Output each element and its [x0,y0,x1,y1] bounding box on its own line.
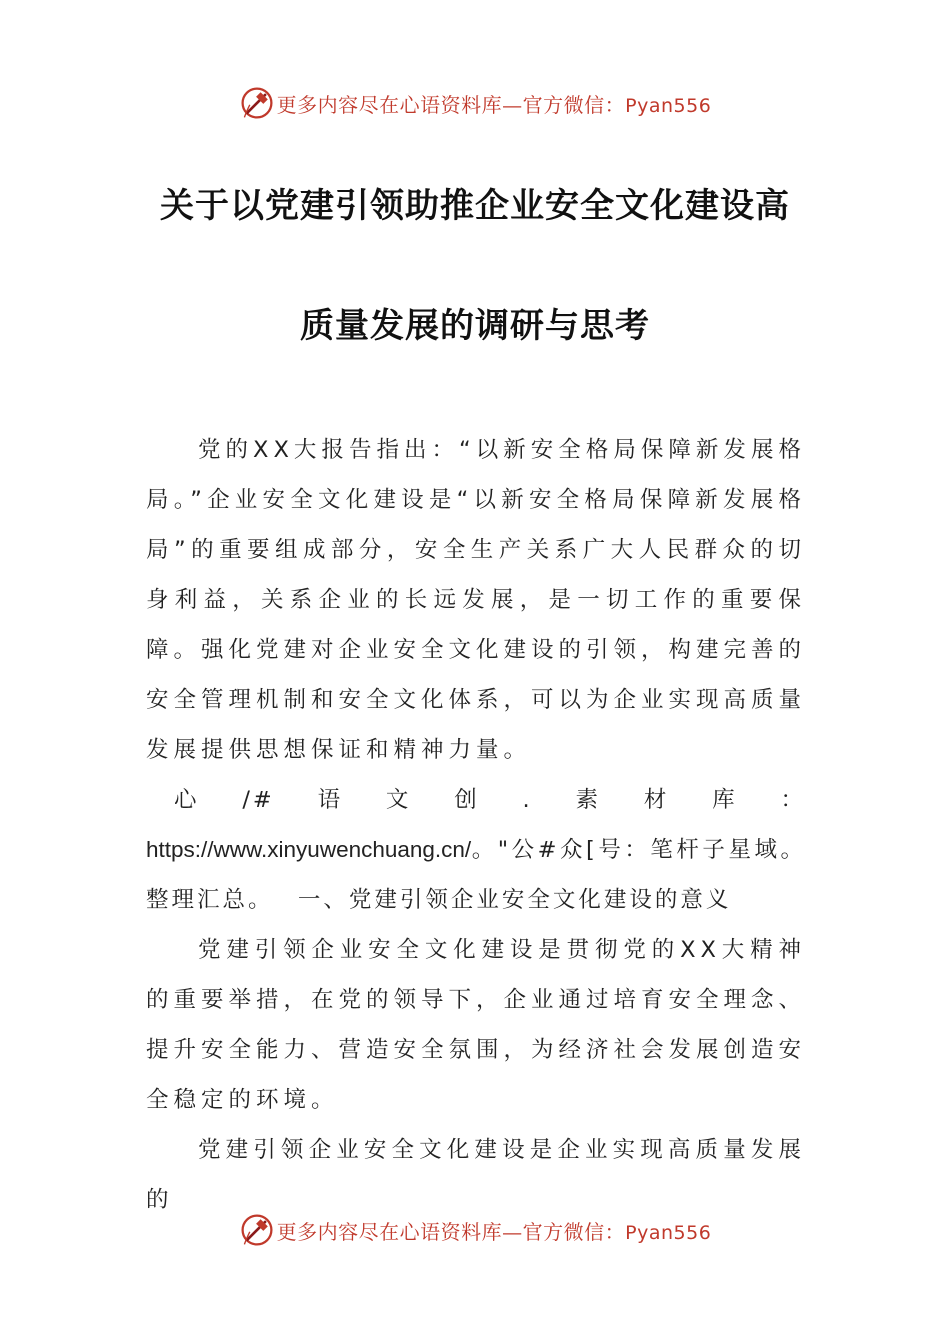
paragraph-2: 党建引领企业安全文化建设是贯彻党的XX大精神的重要举措，在党的领导下，企业通过培育安全理念、提升安全能力、营造安全氛围，为经济社会发展创造安全稳定的环境。 [146,937,807,1113]
wechat-id: Pyan556 [625,1221,712,1244]
paragraph-3: 党建引领企业安全文化建设是企业实现高质量发展的 [146,1137,806,1213]
doc-title-line-2: 质量发展的调研与思考 [300,306,650,346]
pen-logo-icon [239,85,275,121]
pen-logo-icon [239,1212,275,1248]
doc-body [146,425,806,1225]
doc-title-line-1: 关于以党建引领助推企业安全文化建设高 [160,186,790,226]
header-banner [0,83,950,123]
source-note: 心/#语文创.素材库：https://www.xinyuwenchuang.cn/。"公#众[号：笔杆子星域。整理汇总。 一、党建引领企业安全文化建设的意义 [146,787,806,913]
banner-text: 更多内容尽在心语资料库—官方微信：Pyan556 [276,92,712,117]
wechat-id: Pyan556 [625,94,712,117]
paragraph-1: 党的XX大报告指出：“以新安全格局保障新发展格局。”企业安全文化建设是“以新安全格局保障新发展格局”的重要组成部分，安全生产关系广大人民群众的切身利益，关系企业的长远发展，是一切工作的重要保障。强化党建对企业安全文化建设的引领，构建完善的安全管理机制和安全文化体系，可以为企业实现高质量发展提供思想保证和精神力量。 [146,437,807,763]
footer-banner [0,1210,950,1250]
source-url: https://www.xinyuwenchuang.cn/ [146,837,472,862]
banner-text: 更多内容尽在心语资料库—官方微信：Pyan556 [276,1219,712,1244]
